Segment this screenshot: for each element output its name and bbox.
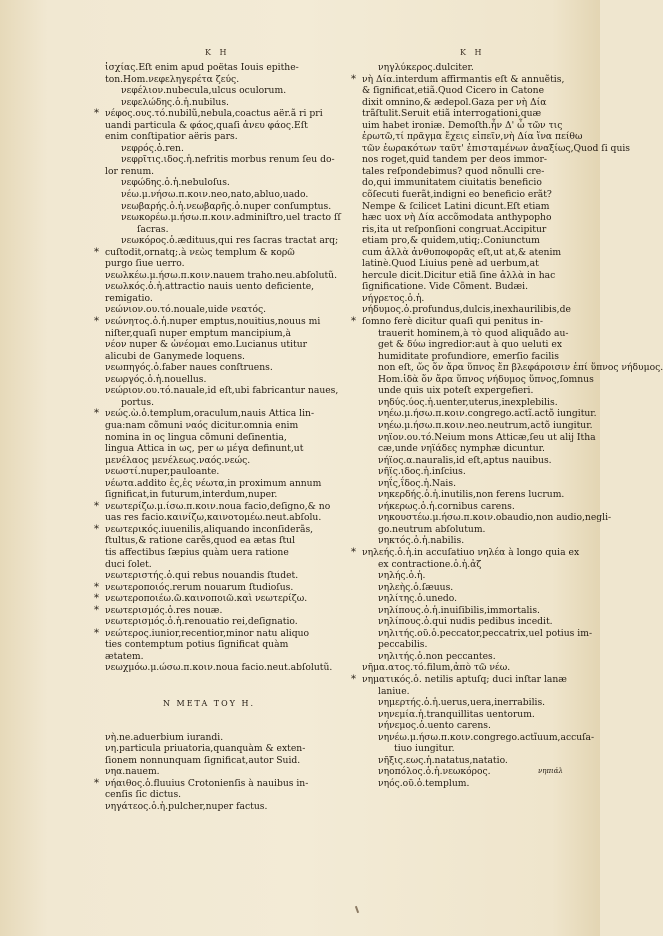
running-header-right: K H <box>460 48 485 57</box>
right-entries <box>362 62 663 789</box>
entry-line: τῶν ἐωρακότων ταῦτ' ἐπισταμένων ἀναξίως,Quod ſi quis <box>362 142 631 154</box>
entry-line: νεωβαρής.ὁ.ἡ.νεωβαρῆς.ὁ.nuper conſumptus. <box>121 200 332 212</box>
entry-line: νεφελώδης.ὁ.ἡ.nubilus. <box>121 96 229 108</box>
entry-line: * νεωτεροποιός.rerum nouarum ſtudioſus. <box>105 582 363 594</box>
entry-line: νήνεμος.ὁ.uento carens. <box>378 720 491 732</box>
entry-line: νεωργός.ὁ.ἡ.nouellus. <box>105 373 207 385</box>
entry-line: * νεωτερικός.iuuenilis,aliquando inconſiderãs, <box>105 524 363 536</box>
entry-line: ex contractione.ὁ.ἡ.ἀζ <box>378 558 482 570</box>
entry-line: νη.particula priuatoria,quanquàm & exten- <box>105 743 306 755</box>
entry-line: νηϊον.ου.τό.Neium mons Atticæ,ſeu ut alij Itha <box>378 431 596 443</box>
right-column <box>362 62 663 789</box>
entry-line: do,qui immunitatem ciuitatis beneficio <box>362 177 542 189</box>
entry-line: νεωλκέω.μ.ήσω.π.κοιν.nauem traho.neu.abſolutũ. <box>105 269 338 281</box>
entry-line: νηλιτής.οῦ.ὁ.peccator,peccatrix,uel potius im- <box>378 627 593 639</box>
entry-line: etiam pro,& quidem,utiq;.Coniunctum <box>362 235 540 247</box>
left-entries <box>105 62 363 674</box>
entry-line: * νηλεής.ὁ.ἡ.in accuſatiuo νηλέα à longo quia ex <box>362 547 584 559</box>
entry-line: tales reſpondebimus? quod nõnulli cre- <box>362 165 545 177</box>
entry-line: enim conſtipatior aëris pars. <box>105 131 238 143</box>
entry-line: trauerit hominem,à τὸ quod aliquãdo au- <box>378 327 569 339</box>
page-blemish <box>355 906 359 913</box>
entry-line: νηγλύκερος.dulciter. <box>378 62 474 73</box>
entry-line: νήϊος.α.nauralis,id eſt,aptus nauibus. <box>378 454 552 466</box>
entry-line: νεωχμόω.μ.ώσω.π.κοιν.noua facio.neut.abſolutũ. <box>105 662 333 674</box>
entry-line: & ſignificat,etiã.Quod Cicero in Catone <box>362 85 545 97</box>
entry-line: νηγάτεος.ὁ.ἡ.pulcher,nuper factus. <box>105 800 268 812</box>
entry-line: νεωκόρος.ὁ.ædituus,qui res ſacras tractat arq; <box>121 235 339 247</box>
entry-line: νῆμα.ατος.τό.filum,ἀπὸ τῶ νέω. <box>362 662 511 674</box>
entry-line: uandi particula & φάος,quaſi ἀνευ φάος.Eſt <box>105 119 308 131</box>
entry-line: unde quis uix poteſt expergefieri. <box>378 385 534 397</box>
entry-line: * νήαιθος.ὁ.fluuius Crotonienſis à nauibus in- <box>105 778 363 790</box>
entry-line: nomina in ος lingua cõmuni deſinentia, <box>105 431 287 443</box>
entry-line: * νεώτερος.iunior,recentior,minor natu aliquo <box>105 628 363 640</box>
entry-line: get & δύω ingredior:aut à quo ueluti ex <box>378 339 562 351</box>
entry-line: ſacras. <box>137 223 169 235</box>
entry-line: * νέφος.ους.τό.nubilũ,nebula,coactus aër.ã ri pri <box>105 108 363 120</box>
entry-line: remigatio. <box>105 292 153 304</box>
entry-line: νηοπόλος.ὁ.ἡ.νεωκόρος. <box>378 766 491 778</box>
entry-line: hercule dicit.Dicitur etiã ſine ἀλλὰ in hac <box>362 269 556 281</box>
entry-line: νηλεὴς.ὁ.ſæuus. <box>378 581 454 593</box>
entry-line: νηκερδής.ὁ.ἡ.inutilis,non ferens lucrum. <box>378 489 565 501</box>
running-header-left: K H <box>205 48 230 57</box>
entry-line: dixit omnino,& ædepol.Gaza per νὴ Δία <box>362 96 547 108</box>
entry-line: uim habet ironiæ. Demoſth.ἦν Δ' ὦ τῶν τις <box>362 119 563 131</box>
entry-line: νηκουστέω.μ.ήσω.π.κοιν.obaudio,non audio,negli- <box>378 512 612 524</box>
entry-line: humiditate profundiore, emerſio facilis <box>378 350 559 362</box>
entry-line: * νεώνητος.ὁ.ἡ.nuper emptus,nouitius,nouus mi <box>105 316 363 328</box>
entry-line: νῆϊς.ιδος.ἡ.inſcius. <box>378 466 466 478</box>
entry-line: cenſis ſic dictus. <box>105 789 182 801</box>
entry-line: * νεωτερίζω.μ.ίσω.π.κοιν.noua facio,deſigno,& no <box>105 501 363 513</box>
entry-line: peccabilis. <box>378 639 428 651</box>
entry-line: νεωκορέω.μ.ήσω.π.κοιν.adminiſtro,uel tracto ſſ <box>121 212 341 224</box>
entry-line: νὴ.ne.aduerbium iurandi. <box>105 731 224 743</box>
catchword: νηπιάλ <box>538 767 563 775</box>
entry-line: νηα.nauem. <box>105 766 160 778</box>
entry-line: niſter,quaſi nuper emptum mancipium,à <box>105 327 291 339</box>
entry-line: νηλής.ὁ.ἡ. <box>378 570 426 582</box>
entry-line: go.neutrum abſolutum. <box>378 523 486 535</box>
entry-line: νεωτερισμός.ὁ.ἡ.renouatio rei,deſignatio. <box>105 616 298 628</box>
entry-line: ton.Hom.νεφεληγερέτα ζεύς. <box>105 73 240 85</box>
entry-line: νέωτα.addito ἐς,ἐς νέωτα,in proximum annum <box>105 477 322 489</box>
entry-line: * νεωτεροποιέω.ῶ.καινοποιῶ.καὶ νεωτερίζω. <box>105 593 363 605</box>
entry-line: uas res facio.καινίζω,καινοτομέω.neut.abſolu. <box>105 512 322 524</box>
entry-line: νηλιτής.ὁ.non peccantes. <box>378 650 496 662</box>
entry-line: ἐρωτῶ,τί πρᾶγμα ἔχεις εἰπεῖν,νὴ Δία ἵνα πείθω <box>362 131 583 143</box>
entry-line: latinè.Quod Liuius penè ad uerbum,at <box>362 258 539 270</box>
entry-line: ſionem nonnunquam ſignificat,autor Suid. <box>105 754 301 766</box>
entry-line: tiuo iungitur. <box>394 743 455 755</box>
entry-line: ἰσχίας.Eſt enim apud poëtas Iouis epithe- <box>105 62 299 73</box>
entry-line: νηνέω.μ.ήσω.π.κοιν.congrego.actĩuum,accuſa- <box>378 731 595 743</box>
entry-line: * ſomno ferè dicitur quaſi qui penitus in- <box>362 316 584 328</box>
entry-line: Nempe & ſcilicet Latini dicunt.Eſt etiam <box>362 200 550 212</box>
entry-line: ris,ita ut reſponſioni congruat.Accipitur <box>362 223 547 235</box>
entry-line: νήδυμος.ὁ.profundus,dulcis,inexhaurilibis,de <box>362 304 571 316</box>
entry-line: νηέω.μ.ήσω.π.κοιν.neo.neutrum,actõ iungitur. <box>378 419 593 431</box>
entry-line: νήκερως.ὁ.ἡ.cornibus carens. <box>378 500 515 512</box>
entry-line: ætatem. <box>105 650 144 662</box>
entry-line: νεφέλιον.nubecula,ulcus oculorum. <box>121 85 287 97</box>
entry-line: νεωτεριστής.ὁ.qui rebus nouandis ſtudet. <box>105 570 299 582</box>
entry-line: νηός.οῦ.ὁ.templum. <box>378 777 470 789</box>
entry-line: νηλίπους.ὁ.qui nudis pedibus incedit. <box>378 616 553 628</box>
entry-line: lor renum. <box>105 165 155 177</box>
entry-line: νηλίτης.ὁ.unedo. <box>378 593 458 605</box>
entry-line: νηΐς,ΐδος.ἡ.Nais. <box>378 477 457 489</box>
entry-line: μενέλαος μενέλεως.ναός.νεώς. <box>105 454 251 466</box>
entry-line: νημερτής.ὁ.ἡ.uerus,uera,inerrabilis. <box>378 697 546 709</box>
left-column <box>105 62 363 812</box>
entry-line: ſtultus,& ratione carẽs,quod ea ætas ſtul <box>105 535 296 547</box>
entry-line: * νὴ Δία.interdum affirmantis eſt & annuẽtis, <box>362 74 584 86</box>
entry-line: νηέω.μ.ήσω.π.κοιν.congrego.actĩ.actõ iungitur. <box>378 408 597 420</box>
entry-line: nos roget,quid tandem per deos immor- <box>362 154 548 166</box>
entry-line: νεφώδης.ὁ.ἡ.nebuloſus. <box>121 177 230 189</box>
entry-line: νηκτός.ὁ.ἡ.nabilis. <box>378 535 465 547</box>
entry-line: non eſt, ὥς ὅν ἄρα ὕπνος ἔπ βλεφάροισιν ἐπί ὕπνος νήδυμος. <box>378 362 663 374</box>
entry-line: νεφρός.ὁ.ren. <box>121 142 184 154</box>
section-heading: N META TOY H. <box>162 698 256 708</box>
entry-line: portus. <box>121 396 155 408</box>
entry-line: νηδύς.ύος.ἡ.uenter,uterus,inexplebilis. <box>378 396 558 408</box>
left-entries-section <box>105 732 363 813</box>
entry-line: tis affectibus ſæpius quàm uera ratione <box>105 546 289 558</box>
entry-line: * cuſtodit,ornatq;.à νεὼς templum & κορῶ <box>105 247 363 259</box>
entry-line: νέον nuper & ὠνέομαι emo.Lucianus utitur <box>105 339 308 351</box>
entry-line: ties contemptum potius ſignificat quàm <box>105 639 289 651</box>
entry-line: νεώνιον.ου.τό.nouale,uide νεατός. <box>105 304 267 316</box>
entry-line: * νεώς.ὼ.ὁ.templum,oraculum,nauis Attica lin- <box>105 408 363 420</box>
entry-line: νέω.μ.νήσω.π.κοιν.neo,nato,abluo,uado. <box>121 189 309 201</box>
entry-line: νηνεμία.ἡ.tranquillitas uentorum. <box>378 708 535 720</box>
entry-line: cum ἀλλὰ ἀνθυποφορᾶς eſt,ut at,& atenim <box>362 246 562 258</box>
entry-line: cæ,unde νηϊάδες nymphæ dicuntur. <box>378 443 545 455</box>
entry-line: ſignificat,in futurum,interdum,nuper. <box>105 489 278 501</box>
entry-line: cõſecuti fuerãt,indigni eo beneficio erãt? <box>362 189 552 201</box>
entry-line: lingua Attica in ως, per ω μέγα definunt,ut <box>105 443 304 455</box>
entry-line: * νηματικός.ὁ. netilis aptuſq; duci inſtar lanæ <box>362 674 584 686</box>
entry-line: trãſtulit.Seruit etiã interrogationi,quæ <box>362 108 542 120</box>
entry-line: * νεωτερισμός.ὁ.res nouæ. <box>105 605 363 617</box>
entry-line: purgo ſiue uerro. <box>105 258 185 270</box>
entry-line: ſignificatione. Vide Cõment. Budæi. <box>362 281 529 293</box>
entry-line: νεφρῖτις.ιδος.ἡ.nefritis morbus renum ſeu do- <box>121 154 335 166</box>
entry-line: νήγρετος.ὁ.ἡ. <box>362 292 425 304</box>
entry-line: Hom.ἰδὰ ὅν ἄρα ὕπνος νήδυμος ὕπνος,ſomnus <box>378 373 594 385</box>
entry-line: hæc uox νὴ Δία accõmodata anthypopho <box>362 212 552 224</box>
entry-line: νῆξις.εως.ἡ.natatus,natatio. <box>378 754 508 766</box>
entry-line: νεωλκός.ὁ.ἡ.attractio nauis uento deficiente, <box>105 281 315 293</box>
entry-line: alicubi de Ganymede loquens. <box>105 350 245 362</box>
entry-line: νεωστί.nuper,pauloante. <box>105 466 220 478</box>
entry-line: laniue. <box>378 685 410 697</box>
entry-line: νηλίπους.ὁ.ἡ.inuiſibilis,immortalis. <box>378 604 540 616</box>
entry-line: duci ſolet. <box>105 558 152 570</box>
entry-line: νεωπηγός.ὁ.faber naues conſtruens. <box>105 362 273 374</box>
entry-line: gua:nam cõmuni ναός dicitur.omnia enim <box>105 419 299 431</box>
entry-line: νεώριον.ου.τό.nauale,id eſt,ubi fabricantur naues, <box>105 385 339 397</box>
